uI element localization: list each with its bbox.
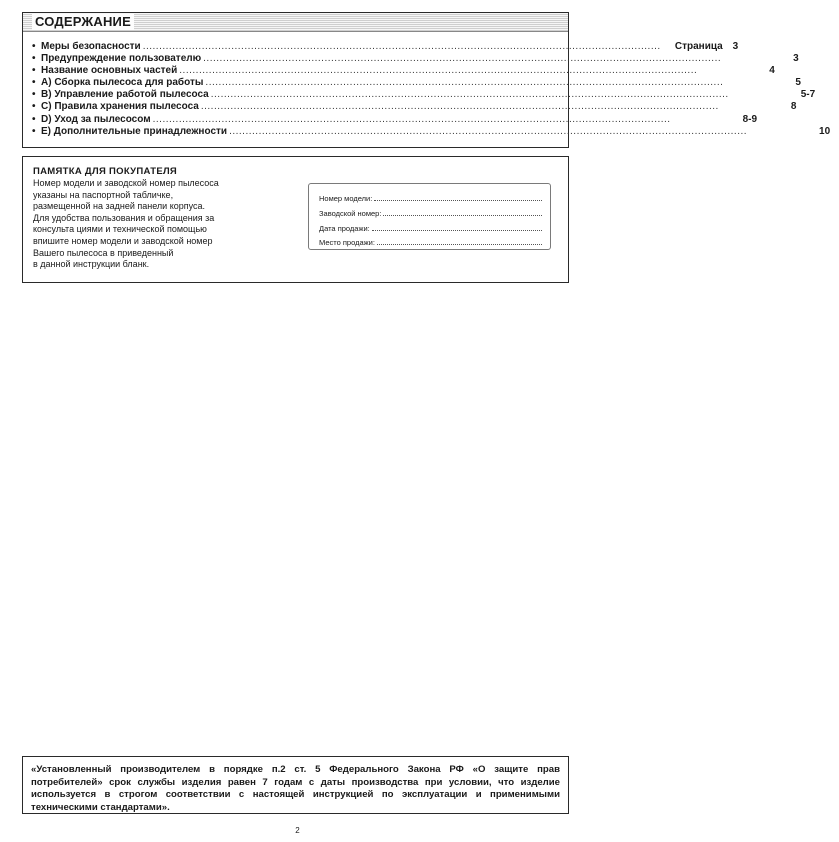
dot-leader: .............................................................................................................................................................. [179, 65, 698, 77]
service-life-notice-box [22, 756, 569, 814]
sale-date-row [319, 223, 542, 233]
contents-box [22, 12, 831, 148]
dot-leader: .............................................................................................................................................................. [200, 101, 719, 113]
contents-item-page: 3 [732, 41, 739, 52]
service-life-notice-text: «Установленный производителем в порядке п.2 ст. 5 Федерального Закона РФ «О защите прав потребителей» срок службы изделия равен 7 годам с даты производства при условии, что изделие используется в строгом соответствии с настоящей инструкцией по эксплуатации и применимыми техническими стандартами». [31, 764, 560, 813]
dot-leader: .............................................................................................................................................................. [229, 125, 748, 137]
buyer-memo-line: впишите номер модели и заводской номер [33, 235, 213, 246]
product-info-form [308, 183, 551, 250]
contents-item-page: 4 [769, 65, 775, 77]
buyer-memo-line: в данной инструкции бланк. [33, 259, 150, 270]
contents-item-label: E) Дополнительные принадлежности [41, 125, 228, 137]
serial-number-row [319, 208, 542, 218]
contents-item-label: Предупреждение пользователю [41, 53, 202, 65]
contents-item [32, 53, 799, 65]
model-number-label: Номер модели: [319, 194, 373, 203]
dot-leader: .............................................................................................................................................................. [152, 113, 671, 125]
bullet-icon: • [32, 101, 36, 113]
contents-list [32, 41, 831, 138]
bullet-icon: • [32, 65, 36, 77]
contents-item [32, 113, 758, 126]
contents-item-label: Меры безопасности [41, 41, 141, 52]
buyer-memo-text [33, 178, 283, 271]
contents-item-label: A) Сборка пылесоса для работы [41, 77, 204, 89]
contents-item [32, 101, 797, 113]
bullet-icon: • [32, 125, 36, 137]
contents-title: СОДЕРЖАНИЕ [32, 14, 134, 30]
page-number: 2 [295, 826, 300, 835]
sale-date-label: Дата продажи: [319, 224, 370, 233]
dot-leader: .............................................................................................................................................................. [203, 53, 722, 65]
contents-item-page: 5 [795, 77, 801, 89]
sale-date-field[interactable] [372, 223, 542, 231]
contents-item-label: Название основных частей [41, 65, 178, 77]
contents-item-page: 3 [793, 53, 799, 65]
contents-item-label: C) Правила хранения пылесоса [41, 101, 199, 113]
buyer-memo-line: Номер модели и заводской номер пылесоса [33, 178, 219, 188]
model-number-field[interactable] [374, 193, 542, 201]
buyer-memo-line: Для удобства пользования и обращения за [33, 212, 215, 223]
contents-item-label: B) Управление работой пылесоса [41, 89, 209, 101]
contents-item-page: 10 [819, 125, 831, 137]
dot-leader: .............................................................................................................................................................. [210, 89, 729, 101]
contents-item [32, 65, 775, 77]
buyer-memo-line: Вашего пылесоса в приведенный [33, 247, 174, 258]
buyer-memo-box [22, 156, 569, 283]
dot-leader: .............................................................................................................................................................. [205, 77, 724, 89]
contents-item-page: 5-7 [800, 89, 816, 101]
contents-item [32, 89, 816, 101]
buyer-memo-line: консульта циями и технической помощью [33, 224, 207, 235]
sale-place-row [319, 237, 542, 247]
dot-leader: .............................................................................................................................................................. [142, 41, 661, 52]
buyer-memo-line: размещенной на задней панели корпуса. [33, 201, 206, 212]
bullet-icon: • [32, 41, 36, 52]
bullet-icon: • [32, 53, 36, 65]
contents-item-label: D) Уход за пылесосом [41, 113, 151, 125]
model-number-row [319, 193, 542, 203]
page-word: Страница [674, 41, 723, 52]
bullet-icon: • [32, 77, 36, 89]
bullet-icon: • [32, 113, 36, 125]
contents-item [32, 77, 801, 89]
bullet-icon: • [32, 89, 36, 101]
contents-item-page: 8-9 [742, 113, 758, 125]
contents-item-page: 8 [790, 101, 797, 113]
contents-item [32, 41, 739, 53]
contents-item [32, 125, 831, 138]
sale-place-field[interactable] [377, 237, 542, 245]
serial-number-label: Заводской номер: [319, 209, 382, 218]
buyer-memo-line: указаны на паспортной табличке, [33, 189, 174, 200]
sale-place-label: Место продажи: [319, 238, 375, 247]
buyer-memo-title: ПАМЯТКА ДЛЯ ПОКУПАТЕЛЯ [33, 166, 178, 177]
serial-number-field[interactable] [383, 208, 542, 216]
contents-header-bar [23, 13, 568, 32]
